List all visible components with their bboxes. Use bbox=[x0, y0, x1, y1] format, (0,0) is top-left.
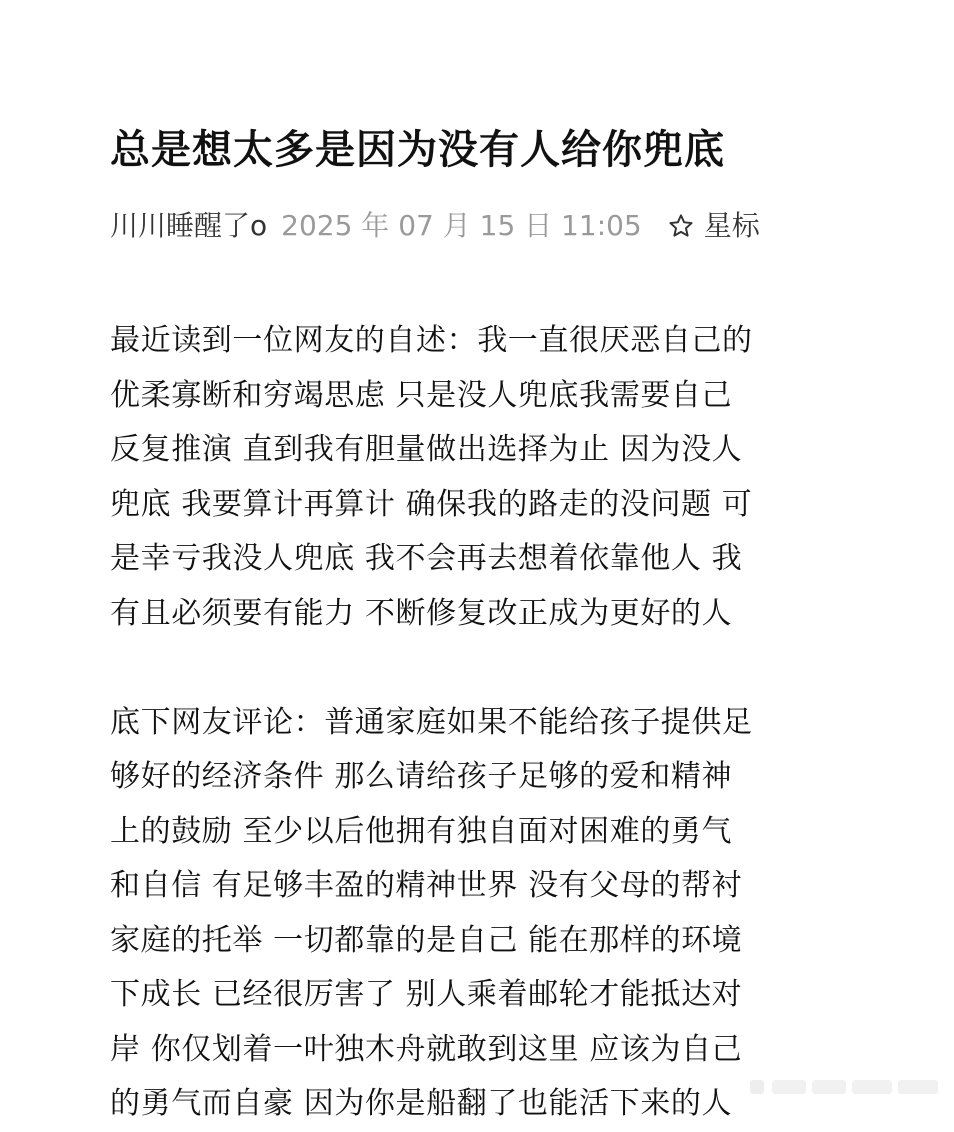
paragraph-2 bbox=[110, 696, 850, 1132]
author-name[interactable]: 川川睡醒了o bbox=[110, 209, 268, 242]
star-button[interactable] bbox=[668, 204, 760, 248]
text-line: 最近读到一位网友的自述：我一直很厌恶自己的 bbox=[110, 323, 753, 358]
text-line: 上的鼓励 至少以后他拥有独自面对困难的勇气 bbox=[110, 813, 733, 849]
article-title: 总是想太多是因为没有人给你兜底 bbox=[110, 127, 725, 173]
paragraph-1 bbox=[110, 314, 850, 641]
text-line: 是幸亏我没人兜底 我不会再去想着依靠他人 我 bbox=[110, 541, 743, 576]
text-line: 兜底 我要算计再算计 确保我的路走的没问题 可 bbox=[110, 486, 753, 522]
paragraph-spacer bbox=[110, 641, 850, 696]
text-line: 的勇气而自豪 因为你是船翻了也能活下来的人 bbox=[110, 1086, 733, 1121]
watermark-logo bbox=[750, 1076, 940, 1098]
publish-datetime: 2025 年 07 月 15 日 11:05 bbox=[281, 209, 642, 242]
text-line: 下成长 已经很厉害了 别人乘着邮轮才能抵达对 bbox=[110, 977, 743, 1012]
star-outline-icon bbox=[668, 213, 694, 239]
article-meta bbox=[110, 204, 870, 248]
text-line: 岸 你仅划着一叶独木舟就敢到这里 应该为自己 bbox=[110, 1031, 743, 1067]
text-line: 够好的经济条件 那么请给孩子足够的爱和精神 bbox=[110, 759, 733, 794]
text-line: 底下网友评论：普通家庭如果不能给孩子提供足 bbox=[110, 704, 753, 740]
text-line: 有且必须要有能力 不断修复改正成为更好的人 bbox=[110, 595, 733, 631]
text-line: 和自信 有足够丰盈的精神世界 没有父母的帮衬 bbox=[110, 868, 743, 903]
article-body bbox=[110, 314, 850, 1132]
text-line: 优柔寡断和穷竭思虑 只是没人兜底我需要自己 bbox=[110, 377, 733, 413]
star-label: 星标 bbox=[703, 209, 760, 242]
text-line: 家庭的托举 一切都靠的是自己 能在那样的环境 bbox=[110, 922, 743, 958]
text-line: 反复推演 直到我有胆量做出选择为止 因为没人 bbox=[110, 432, 743, 467]
